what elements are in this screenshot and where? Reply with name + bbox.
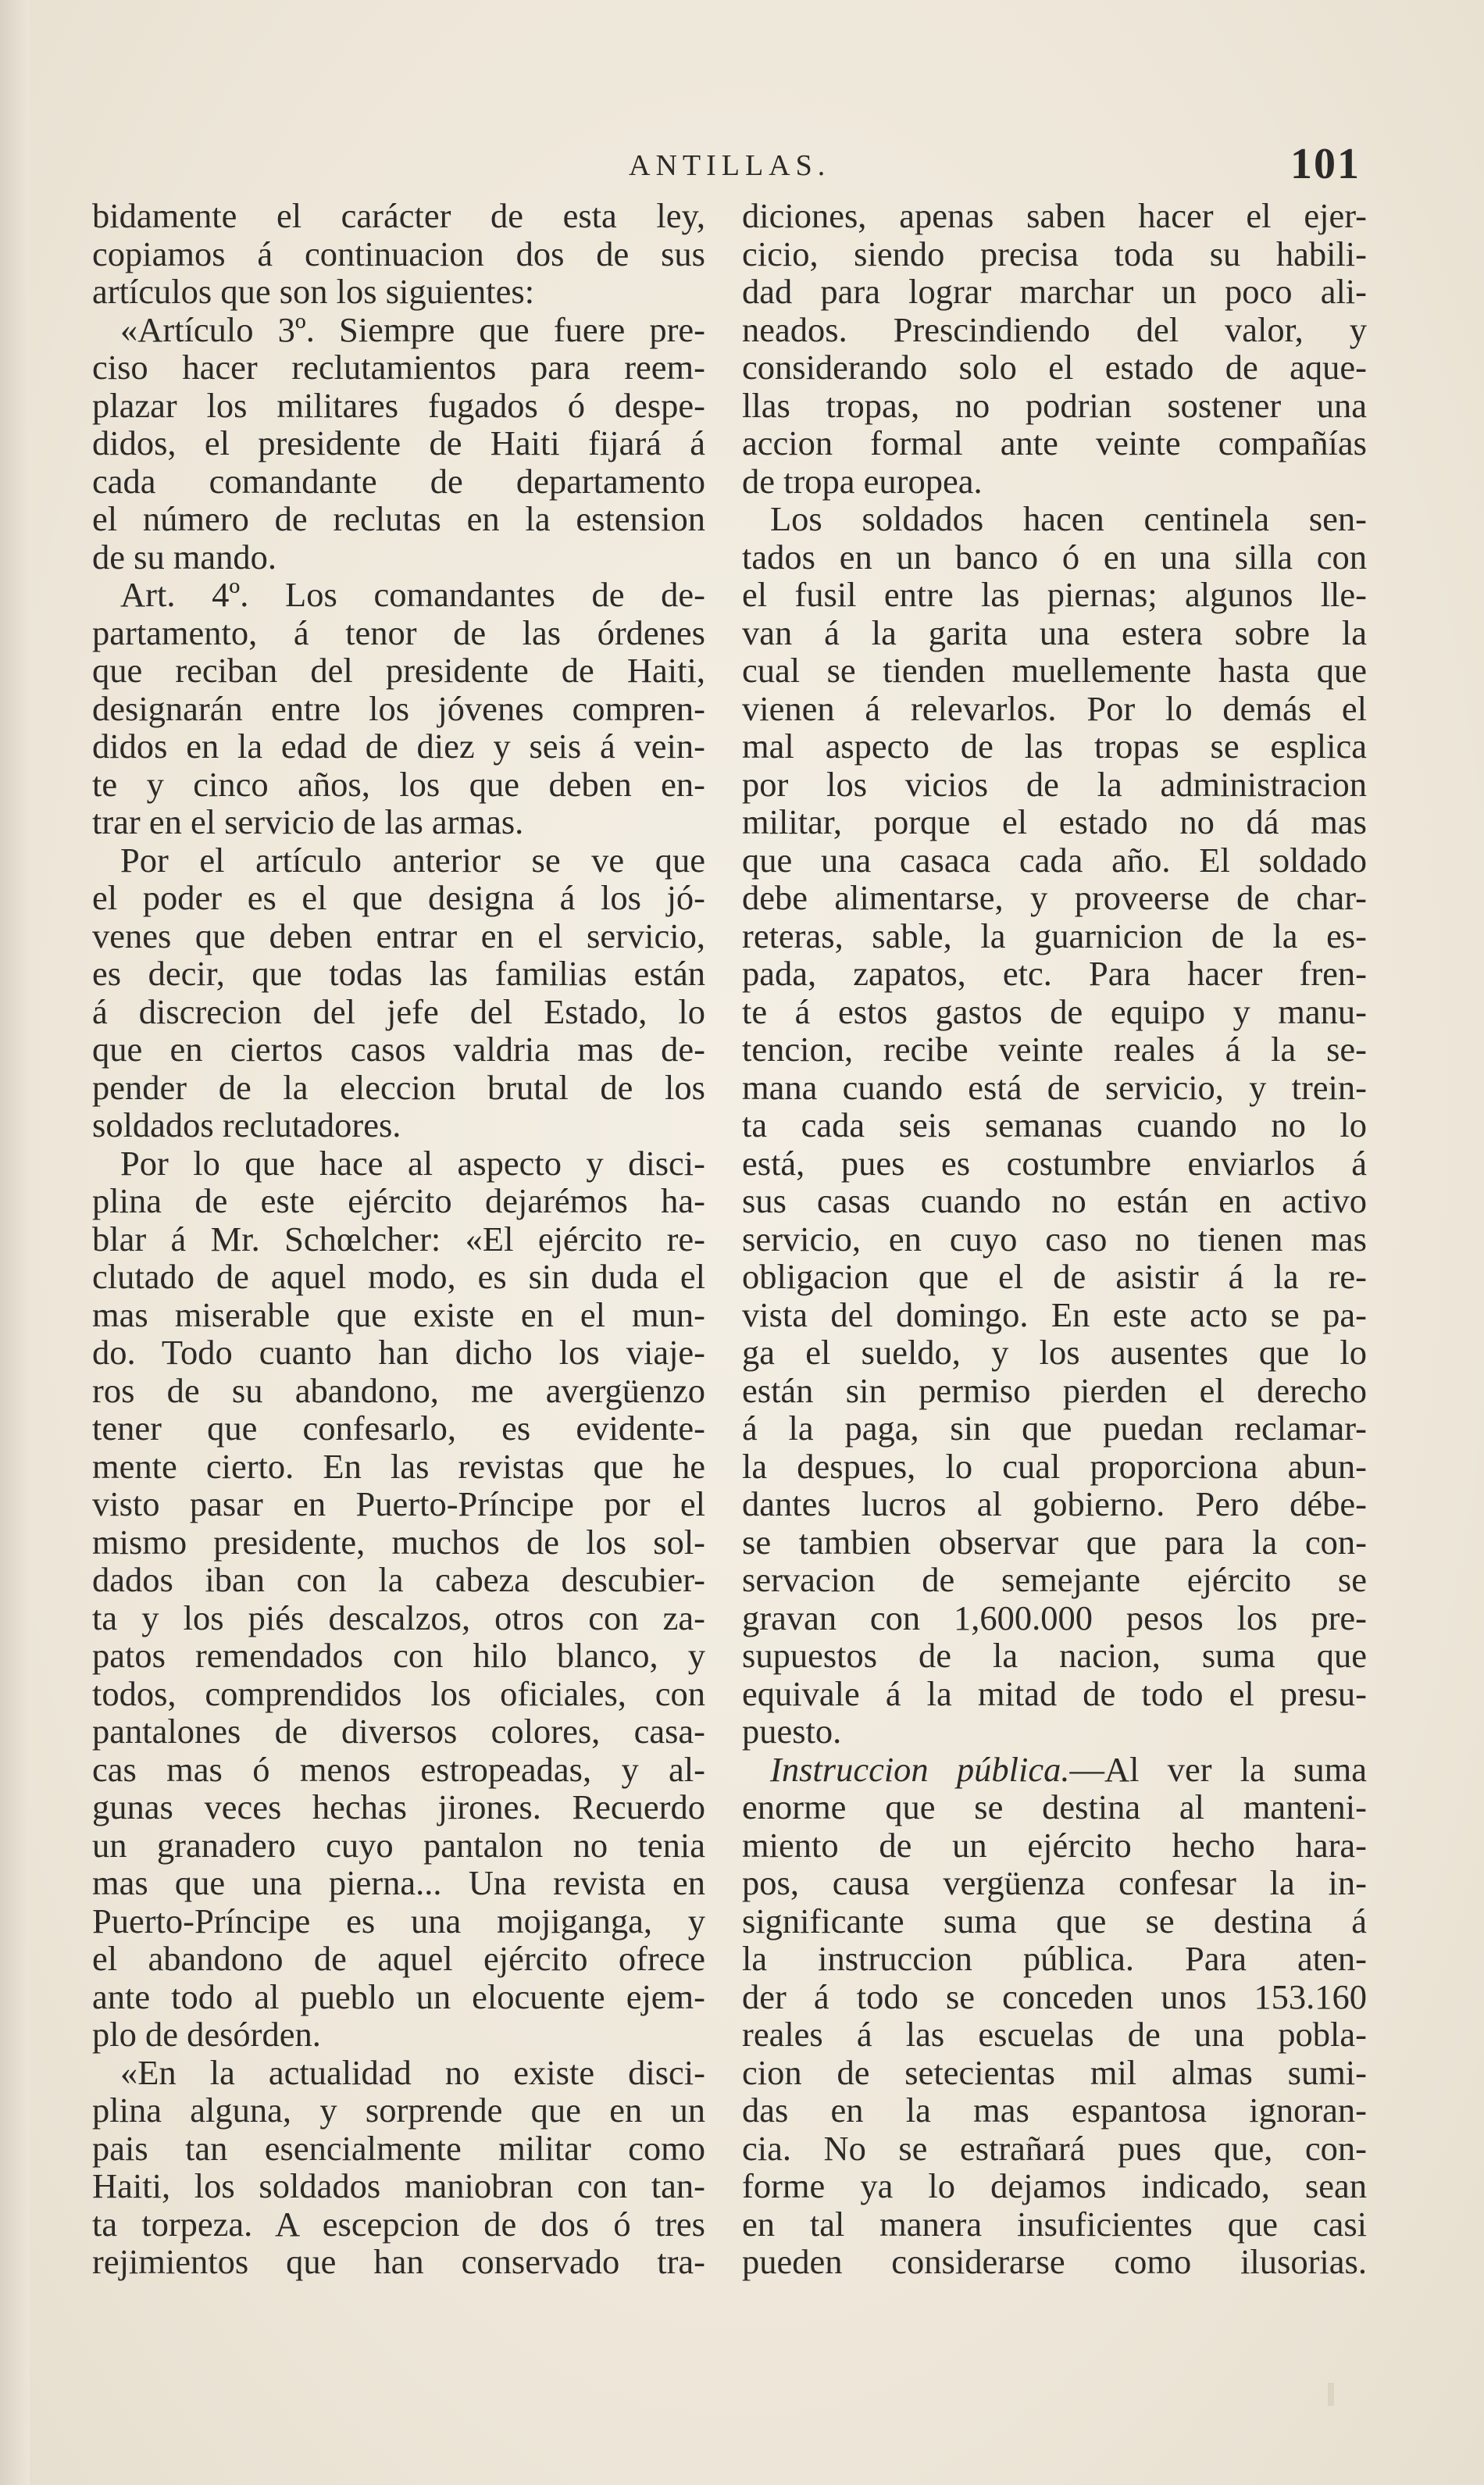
text-line: Los soldados hacen centinela sen- (770, 499, 1367, 538)
text-line: cicio, siendo precisa toda su habili- (742, 234, 1367, 273)
text-line: miento de un ejército hecho hara- (742, 1825, 1367, 1865)
text-line: llas tropas, no podrian sostener una (742, 385, 1367, 425)
text-line: accion formal ante veinte compañías (742, 423, 1367, 462)
section-heading-instruccion-publica: Instruccion pública. (770, 1749, 1070, 1789)
text-line: cada comandante de departamento (92, 461, 705, 501)
text-line: enorme que se destina al manteni- (742, 1787, 1367, 1826)
paper-mark (1328, 2383, 1334, 2406)
text-line: servacion de semejante ejército se (742, 1560, 1367, 1599)
running-head: ANTILLAS. (629, 149, 831, 182)
text-line: la despues, lo cual proporciona abun- (742, 1446, 1367, 1486)
text-line: visto pasar en Puerto-Príncipe por el (92, 1484, 705, 1523)
text-line: tener que confesarlo, es evidente- (92, 1409, 705, 1448)
text-line: militar, porque el estado no dá mas (742, 802, 1367, 841)
text-line: copiamos á continuacion dos de sus (92, 234, 705, 273)
text-line: dados iban con la cabeza descubier- (92, 1560, 705, 1599)
text-line: artículos que son los siguientes: (92, 272, 535, 311)
text-line: á la paga, sin que puedan reclamar- (742, 1409, 1367, 1448)
text-line: el fusil entre las piernas; algunos lle- (742, 575, 1367, 614)
text-line: por los vicios de la administracion (742, 764, 1367, 804)
text-line: significante suma que se destina á (742, 1901, 1367, 1941)
text-line: mana cuando está de servicio, y trein- (742, 1067, 1367, 1107)
text-line: ta y los piés descalzos, otros con za- (92, 1598, 705, 1637)
text-line: de tropa europea. (742, 461, 983, 501)
text-line: pais tan esencialmente militar como (92, 2128, 705, 2168)
text-line: es decir, que todas las familias están (92, 954, 705, 993)
text-line: didos en la edad de diez y seis á vein- (92, 727, 705, 766)
text-line: reteras, sable, la guarnicion de la es- (742, 916, 1367, 955)
text-line (742, 1751, 1367, 1789)
text-line: cas mas ó menos estropeadas, y al- (92, 1749, 705, 1789)
text-line: «Artículo 3º. Siempre que fuere pre- (120, 309, 705, 349)
text-line: plina alguna, y sorprende que en un (92, 2090, 705, 2130)
text-line: Puerto-Príncipe es una mojiganga, y (92, 1901, 705, 1941)
text-line: te y cinco años, los que deben en- (92, 764, 705, 804)
text-line: que en ciertos casos valdria mas de- (92, 1030, 705, 1069)
text-line: pos, causa vergüenza confesar la in- (742, 1863, 1367, 1902)
text-line: cual se tienden muellemente hasta que (742, 651, 1367, 690)
text-line: mismo presidente, muchos de los sol- (92, 1522, 705, 1562)
text-line: se tambien observar que para la con- (742, 1522, 1367, 1562)
text-line: ante todo al pueblo un elocuente ejem- (92, 1976, 705, 2016)
text-line: forme ya lo dejamos indicado, sean (742, 2166, 1367, 2205)
text-line: trar en el servicio de las armas. (92, 802, 524, 841)
text-line: designarán entre los jóvenes compren- (92, 688, 705, 728)
text-line: ta cada seis semanas cuando no lo (742, 1105, 1367, 1144)
text-line: soldados reclutadores. (92, 1105, 401, 1144)
text-line: todos, comprendidos los oficiales, con (92, 1673, 705, 1713)
text-line: neados. Prescindiendo del valor, y (742, 309, 1367, 349)
text-line: van á la garita una estera sobre la (742, 612, 1367, 652)
text-line: tados en un banco ó en una silla con (742, 537, 1367, 577)
text-line: sus casas cuando no están en activo (742, 1181, 1367, 1220)
text-line: en tal manera insuficientes que casi (742, 2204, 1367, 2244)
text-line: didos, el presidente de Haiti fijará á (92, 423, 705, 462)
text-line: pender de la eleccion brutal de los (92, 1067, 705, 1107)
text-line: cion de setecientas mil almas sumi- (742, 2052, 1367, 2092)
text-line: gunas veces hechas jirones. Recuerdo (92, 1787, 705, 1826)
text-line: un granadero cuyo pantalon no tenia (92, 1825, 705, 1865)
text-line: ta torpeza. A escepcion de dos ó tres (92, 2204, 705, 2244)
text-line: pueden considerarse como ilusorias. (742, 2242, 1367, 2281)
text-line: dad para lograr marchar un poco ali- (742, 272, 1367, 311)
text-line: diciones, apenas saben hacer el ejer- (742, 196, 1367, 235)
text-line: el poder es el que designa á los jó- (92, 878, 705, 917)
text-line: mas miserable que existe en el mun- (92, 1294, 705, 1334)
text-line: plina de este ejército dejarémos ha- (92, 1181, 705, 1220)
text-line: plazar los militares fugados ó despe- (92, 385, 705, 425)
text-line: das en la mas espantosa ignoran- (742, 2090, 1367, 2130)
text-line: clutado de aquel modo, es sin duda el (92, 1257, 705, 1296)
text-line: están sin permiso pierden el derecho (742, 1370, 1367, 1410)
text-line: te á estos gastos de equipo y manu- (742, 991, 1367, 1031)
text-line: de su mando. (92, 537, 277, 577)
text-line: blar á Mr. Schœlcher: «El ejército re- (92, 1219, 705, 1259)
text-line: mal aspecto de las tropas se esplica (742, 727, 1367, 766)
text-line: que reciban del presidente de Haiti, (92, 651, 705, 690)
text-line: rejimientos que han conservado tra- (92, 2242, 705, 2281)
text-line: plo de desórden. (92, 2015, 321, 2054)
text-line: «En la actualidad no existe disci- (120, 2052, 705, 2092)
right-column (742, 197, 1367, 2281)
text-line: supuestos de la nacion, suma que (742, 1636, 1367, 1675)
text-line: considerando solo el estado de aque- (742, 348, 1367, 387)
text-line: servicio, en cuyo caso no tienen mas (742, 1219, 1367, 1259)
text-line: obligacion que el de asistir á la re- (742, 1257, 1367, 1296)
page-gutter-shadow (0, 0, 30, 2485)
text-line: patos remendados con hilo blanco, y (92, 1636, 705, 1675)
text-line: ciso hacer reclutamientos para reem- (92, 348, 705, 387)
left-column (92, 197, 705, 2281)
text-line-continuation: —Al ver la suma (1069, 1749, 1367, 1789)
text-line: partamento, á tenor de las órdenes (92, 612, 705, 652)
text-line: Haiti, los soldados maniobran con tan- (92, 2166, 705, 2205)
text-line: la instruccion pública. Para aten- (742, 1939, 1367, 1978)
text-line: reales á las escuelas de una pobla- (742, 2015, 1367, 2054)
text-line: venes que deben entrar en el servicio, (92, 916, 705, 955)
text-line: vista del domingo. En este acto se pa- (742, 1294, 1367, 1334)
text-line: está, pues es costumbre enviarlos á (742, 1143, 1367, 1183)
text-line: á discrecion del jefe del Estado, lo (92, 991, 705, 1031)
text-line: mente cierto. En las revistas que he (92, 1446, 705, 1486)
text-line: que una casaca cada año. El soldado (742, 840, 1367, 880)
text-line: bidamente el carácter de esta ley, (92, 196, 705, 235)
text-line: gravan con 1,600.000 pesos los pre- (742, 1598, 1367, 1637)
text-line: el número de reclutas en la estension (92, 499, 705, 538)
text-line: ga el sueldo, y los ausentes que lo (742, 1333, 1367, 1372)
text-line: Por el artículo anterior se ve que (120, 840, 705, 880)
text-line: vienen á relevarlos. Por lo demás el (742, 688, 1367, 728)
page-number: 101 (1290, 140, 1361, 188)
text-line: Art. 4º. Los comandantes de de- (120, 575, 705, 614)
text-line: mas que una pierna... Una revista en (92, 1863, 705, 1902)
text-line: puesto. (742, 1712, 842, 1751)
text-line: ros de su abandono, me avergüenzo (92, 1370, 705, 1410)
text-line: pantalones de diversos colores, casa- (92, 1712, 705, 1751)
text-line: do. Todo cuanto han dicho los viaje- (92, 1333, 705, 1372)
text-line: der á todo se conceden unos 153.160 (742, 1976, 1367, 2016)
text-line: el abandono de aquel ejército ofrece (92, 1939, 705, 1978)
text-line: debe alimentarse, y proveerse de char- (742, 878, 1367, 917)
text-line: Por lo que hace al aspecto y disci- (120, 1143, 705, 1183)
text-line: dantes lucros al gobierno. Pero débe- (742, 1484, 1367, 1523)
text-line: equivale á la mitad de todo el presu- (742, 1673, 1367, 1713)
text-line: pada, zapatos, etc. Para hacer fren- (742, 954, 1367, 993)
text-line: cia. No se estrañará pues que, con- (742, 2128, 1367, 2168)
text-line: tencion, recibe veinte reales á la se- (742, 1030, 1367, 1069)
